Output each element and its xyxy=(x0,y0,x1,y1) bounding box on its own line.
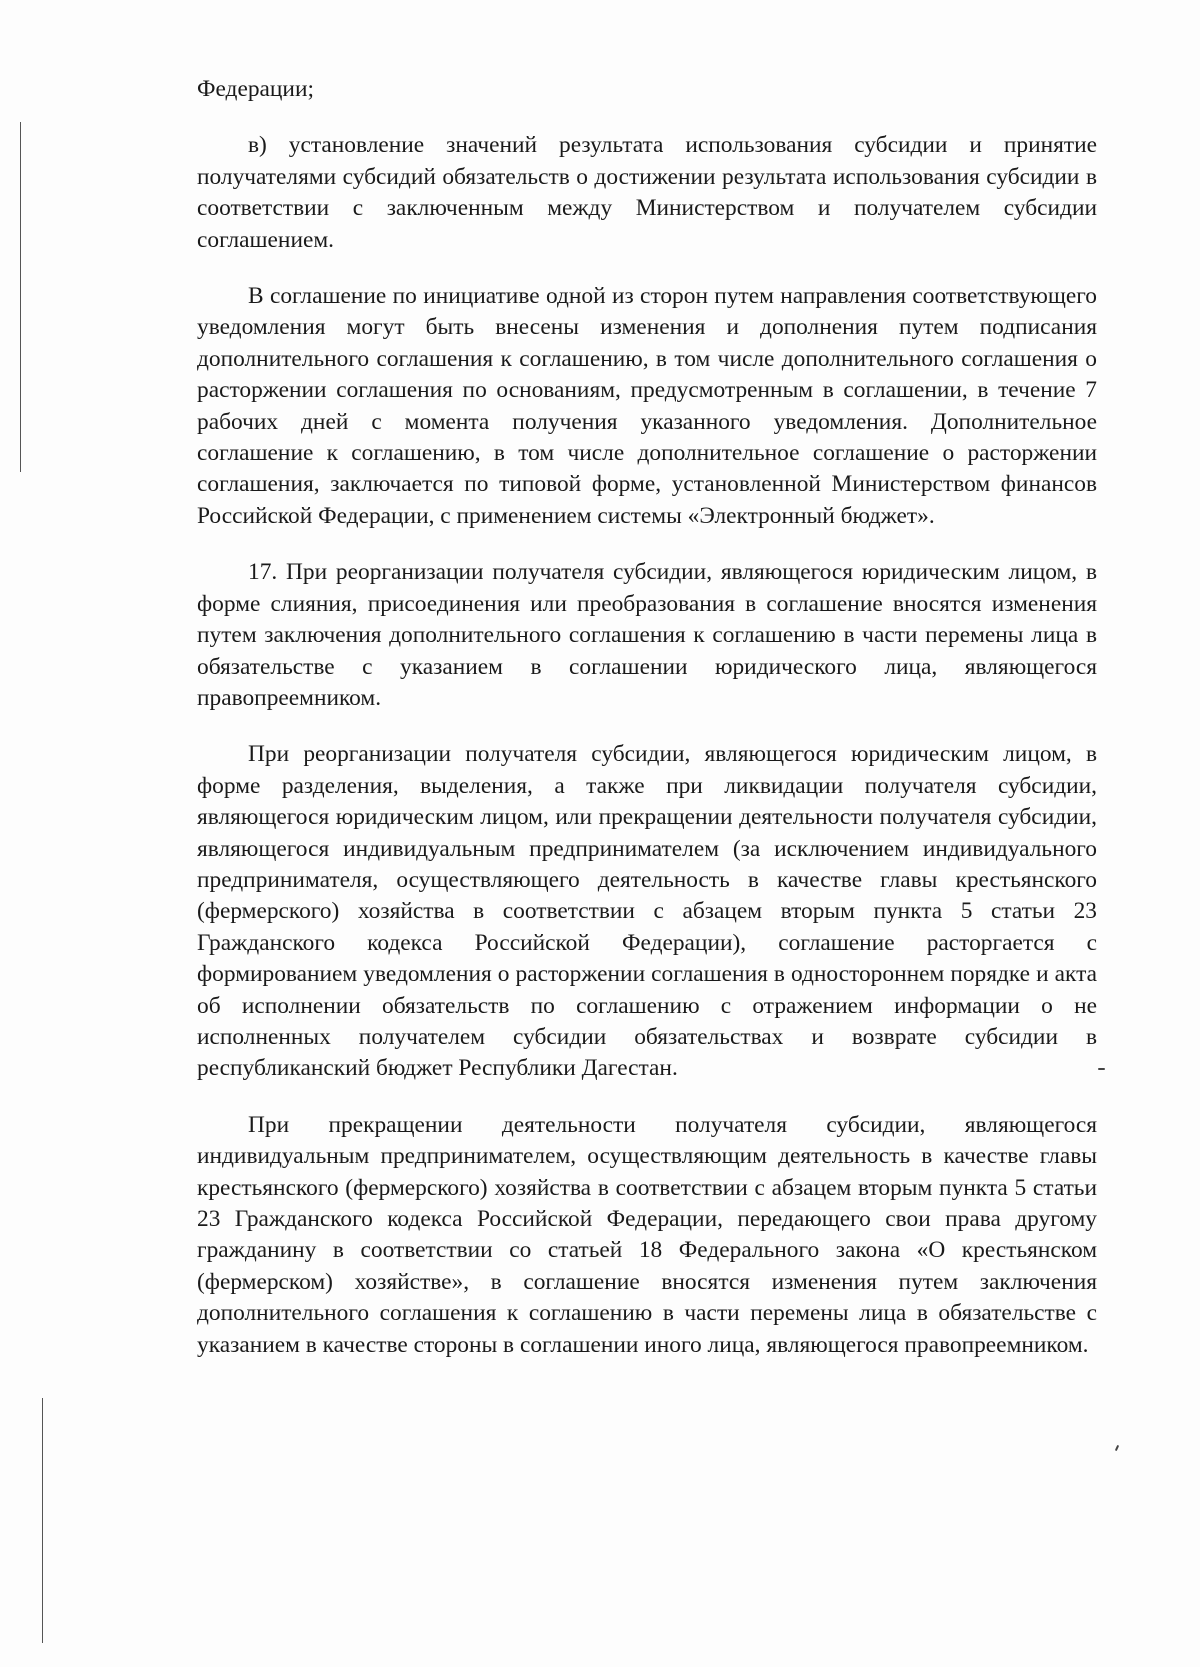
scan-speck-corner xyxy=(1115,1445,1119,1451)
scan-margin-line-top xyxy=(20,122,21,472)
scan-margin-line-bottom xyxy=(42,1398,43,1643)
paragraph-agreement-changes: В соглашение по инициативе одной из сторон путем направления соответствующего уведомления могут быть внесены изменения и дополнения путем подписания дополнительного соглашения к соглашению, в том числе дополнительного соглашения о расторжении соглашения по основаниям, предусмотренным в соглашении, в течение 7 рабочих дней с момента получения указанного уведомления. Дополнительное соглашение к соглашению, в том числе дополнительное соглашение о расторжении соглашения, заключается по типовой форме, установленной Министерством финансов Российской Федерации, с применением системы «Электронный бюджет». xyxy=(197,283,1097,529)
document-body xyxy=(197,74,1097,1361)
paragraph-item-v: в) установление значений результата использования субсидии и принятие получателями субсидий обязательств о достижении результата использования субсидии в соответствии с заключенным между Министерством и получателем субсидии соглашением. xyxy=(197,132,1097,253)
paragraph-continuation: Федерации; xyxy=(197,76,314,102)
paragraph-reorganization-division: При реорганизации получателя субсидии, являющегося юридическим лицом, в форме разделения, выделения, а также при ликвидации получателя субсидии, являющегося юридическим лицом, или прекращении деятельности получателя субсидии, являющегося индивидуальным предпринимателем (за исключением индивидуального предпринимателя, осуществляющего деятельность в качестве главы крестьянского (фермерского) хозяйства в соответствии с абзацем вторым пункта 5 статьи 23 Гражданского кодекса Российской Федерации), соглашение расторгается с формированием уведомления о расторжении соглашения в одностороннем порядке и акта об исполнении обязательств по соглашению с отражением информации о не исполненных получателем субсидии обязательствах и возврате субсидии в республиканский бюджет Республики Дагестан. xyxy=(197,741,1097,1082)
paragraph-termination-farm: При прекращении деятельности получателя субсидии, являющегося индивидуальным предпринимателем, осуществляющим деятельность в качестве главы крестьянского (фермерского) хозяйства в соответствии с абзацем вторым пункта 5 статьи 23 Гражданского кодекса Российской Федерации, передающего свои права другому гражданину в соответствии со статьей 18 Федерального закона «О крестьянском (фермерском) хозяйстве», в соглашение вносятся изменения путем заключения дополнительного соглашения к соглашению в части перемены лица в обязательстве с указанием в качестве стороны в соглашении иного лица, являющегося правопреемником. xyxy=(197,1111,1097,1358)
scan-speck-right xyxy=(1098,1068,1105,1070)
paragraph-17-reorganization: 17. При реорганизации получателя субсидии, являющегося юридическим лицом, в форме слияния, присоединения или преобразования в соглашение вносятся изменения путем заключения дополнительного соглашения к соглашению в части перемены лица в обязательстве с указанием в соглашении юридического лица, являющегося правопреемником. xyxy=(197,559,1097,711)
